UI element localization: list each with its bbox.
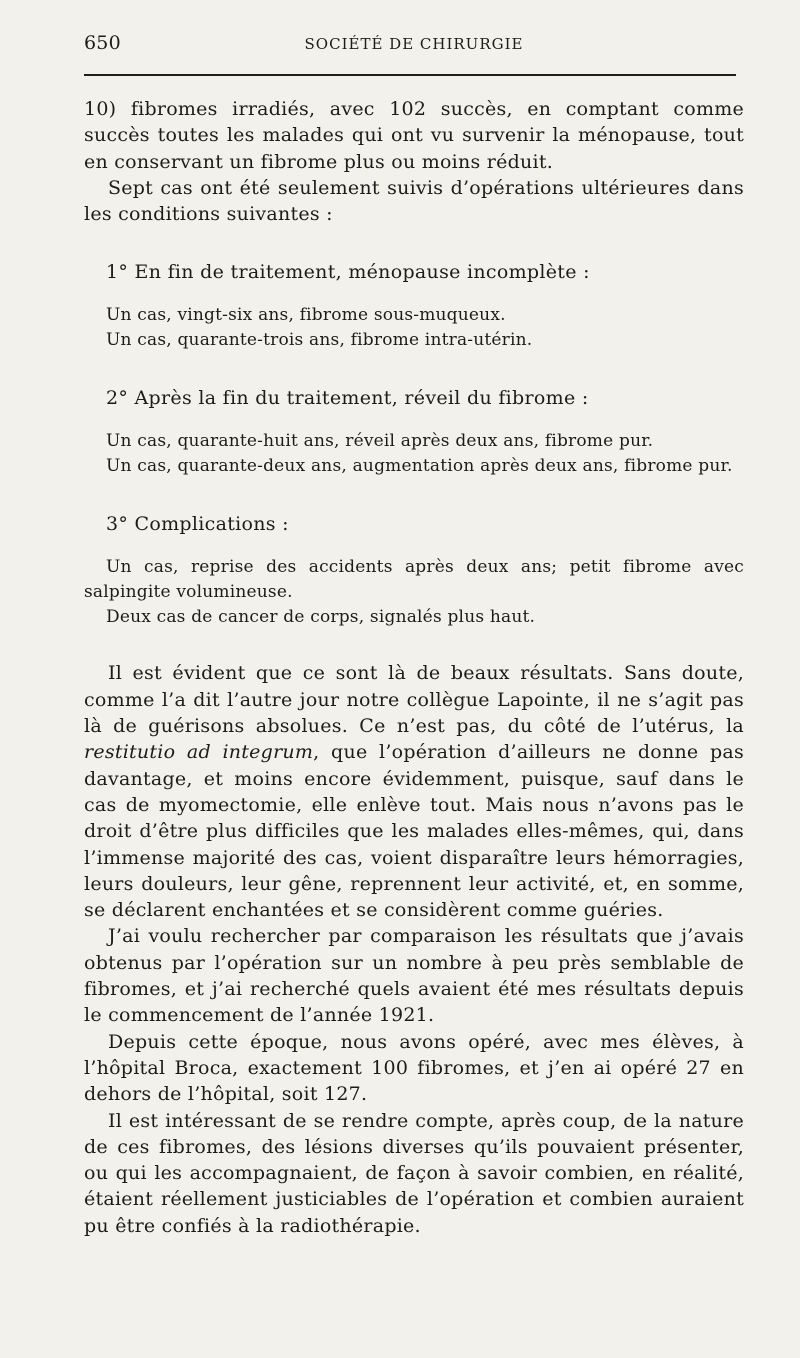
paragraph-evident-part-1: Il est évident que ce sont là de beaux résultats. Sans doute, comme l’a dit l’autre jour notre collègue Lapointe, il ne s’agit pas là de guérisons absolues. Ce n’est pas, du côté de l’utérus, la [84,662,744,738]
list-heading-2: 2° Après la fin du traitement, réveil du fibrome : [106,387,589,410]
paragraph-evident-part-2: , que l’opération d’ailleurs ne donne pas davantage, et moins encore évidemment, puisque, sauf dans le cas de myomectomie, elle enlève tout. Mais nous n’avons pas le droit d’être plus difficiles que les malades elles-mêmes, qui, dans l’immense majorité des cas, voient disparaître leurs hémorragies, leurs douleurs, leur gêne, reprennent leur activité, et, en somme, se déclarent enchantées et se considèrent comme guéries. [84,741,744,922]
page-header [84,32,744,62]
paragraph-operations-count: Depuis cette époque, nous avons opéré, avec mes élèves, à l’hôpital Broca, exactement 100 fibromes, et j’en ai opéré 27 en dehors de l’hôpital, soit 127. [84,1030,744,1106]
case-line: Un cas, reprise des accidents après deux ans; petit fibrome avec salpingite volumineuse. [84,557,744,603]
page-number: 650 [84,32,121,54]
case-line: Deux cas de cancer de corps, signalés plus haut. [106,607,536,628]
paragraph-nature: Il est intéressant de se rendre compte, après coup, de la nature de ces fibromes, des lésions diverses qu’ils pouvaient présenter, ou qui les accompagnaient, de façon à savoir combien, en réalité, étaient réellement justiciables de l’opération et combien auraient pu être confiés à la radiothérapie. [84,1109,744,1237]
list-heading-3: 3° Complications : [106,513,289,536]
opening-paragraph: 10) fibromes irradiés, avec 102 succès, en comptant comme succès toutes les malades qui ont vu survenir la ménopause, tout en conservant un fibrome plus ou moins réduit. [84,98,744,173]
case-line: Un cas, vingt-six ans, fibrome sous-muqueux. [106,305,506,326]
paragraph-comparison: J’ai voulu rechercher par comparaison les résultats que j’avais obtenus par l’opération sur un nombre à peu près semblable de fibromes, et j’ai recherché quels avaient été mes résultats depuis le commencement de l’année 1921. [84,925,744,1027]
paragraph-evident [84,660,744,923]
running-title: SOCIÉTÉ DE CHIRURGIE [304,35,524,53]
main-text [84,96,744,1239]
case-line: Un cas, quarante-huit ans, réveil après deux ans, fibrome pur. [106,431,654,452]
section-gap [84,630,744,660]
latin-phrase: restitutio ad integrum [84,741,314,764]
list-heading-1: 1° En fin de traitement, ménopause incomplète : [106,261,590,284]
paragraph-conditions: Sept cas ont été seulement suivis d’opérations ultérieures dans les conditions suivantes : [84,176,744,226]
case-line: Un cas, quarante-trois ans, fibrome intra-utérin. [106,330,533,351]
case-line: Un cas, quarante-deux ans, augmentation après deux ans, fibrome pur. [106,456,733,477]
header-rule [84,74,736,76]
